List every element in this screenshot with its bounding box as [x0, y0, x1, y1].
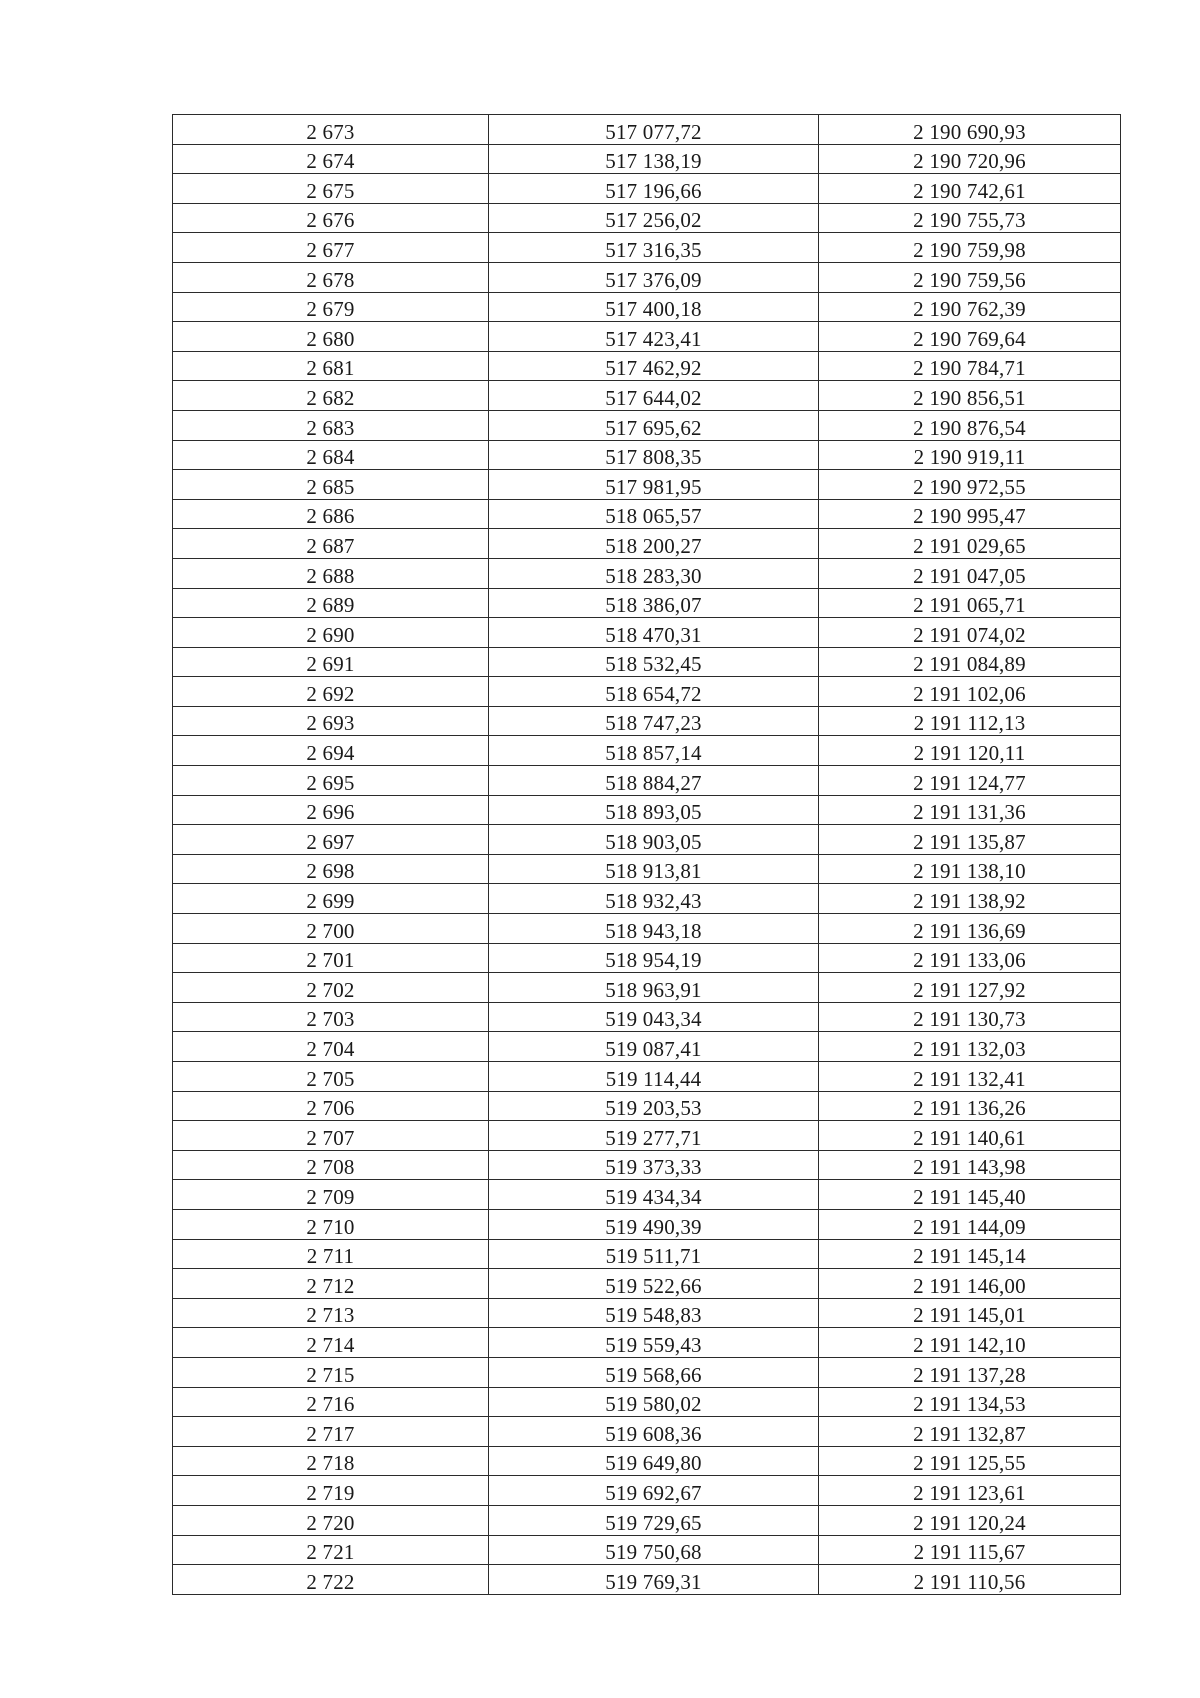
x-coordinate-cell: 519 043,34	[489, 1002, 819, 1032]
y-coordinate-cell: 2 191 144,09	[819, 1209, 1121, 1239]
y-coordinate-cell: 2 191 132,87	[819, 1417, 1121, 1447]
x-coordinate-cell: 517 077,72	[489, 115, 819, 145]
y-coordinate-cell: 2 190 690,93	[819, 115, 1121, 145]
coordinates-table	[172, 114, 1121, 1595]
point-number-cell: 2 715	[173, 1357, 489, 1387]
y-coordinate-cell: 2 191 143,98	[819, 1150, 1121, 1180]
x-coordinate-cell: 519 580,02	[489, 1387, 819, 1417]
table-row	[173, 203, 1121, 233]
x-coordinate-cell: 518 954,19	[489, 943, 819, 973]
table-row	[173, 1446, 1121, 1476]
point-number-cell: 2 719	[173, 1476, 489, 1506]
y-coordinate-cell: 2 191 131,36	[819, 795, 1121, 825]
x-coordinate-cell: 518 893,05	[489, 795, 819, 825]
x-coordinate-cell: 519 568,66	[489, 1357, 819, 1387]
x-coordinate-cell: 519 522,66	[489, 1269, 819, 1299]
table-row	[173, 499, 1121, 529]
point-number-cell: 2 675	[173, 174, 489, 204]
point-number-cell: 2 693	[173, 706, 489, 736]
table-row	[173, 558, 1121, 588]
y-coordinate-cell: 2 191 084,89	[819, 647, 1121, 677]
y-coordinate-cell: 2 191 065,71	[819, 588, 1121, 618]
y-coordinate-cell: 2 190 762,39	[819, 292, 1121, 322]
y-coordinate-cell: 2 191 047,05	[819, 558, 1121, 588]
x-coordinate-cell: 519 559,43	[489, 1328, 819, 1358]
y-coordinate-cell: 2 191 138,10	[819, 854, 1121, 884]
table-row	[173, 854, 1121, 884]
point-number-cell: 2 703	[173, 1002, 489, 1032]
table-row	[173, 677, 1121, 707]
y-coordinate-cell: 2 191 102,06	[819, 677, 1121, 707]
table-row	[173, 440, 1121, 470]
table-row	[173, 1269, 1121, 1299]
y-coordinate-cell: 2 191 112,13	[819, 706, 1121, 736]
table-row	[173, 795, 1121, 825]
table-row	[173, 1180, 1121, 1210]
table-row	[173, 1565, 1121, 1595]
point-number-cell: 2 702	[173, 973, 489, 1003]
x-coordinate-cell: 517 316,35	[489, 233, 819, 263]
point-number-cell: 2 722	[173, 1565, 489, 1595]
x-coordinate-cell: 518 470,31	[489, 618, 819, 648]
table-row	[173, 1121, 1121, 1151]
table-row	[173, 410, 1121, 440]
y-coordinate-cell: 2 190 742,61	[819, 174, 1121, 204]
point-number-cell: 2 712	[173, 1269, 489, 1299]
y-coordinate-cell: 2 190 759,56	[819, 262, 1121, 292]
point-number-cell: 2 714	[173, 1328, 489, 1358]
table-row	[173, 825, 1121, 855]
x-coordinate-cell: 519 203,53	[489, 1091, 819, 1121]
y-coordinate-cell: 2 191 130,73	[819, 1002, 1121, 1032]
table-row	[173, 914, 1121, 944]
x-coordinate-cell: 518 857,14	[489, 736, 819, 766]
table-row	[173, 736, 1121, 766]
y-coordinate-cell: 2 191 134,53	[819, 1387, 1121, 1417]
x-coordinate-cell: 517 644,02	[489, 381, 819, 411]
table-row	[173, 1032, 1121, 1062]
x-coordinate-cell: 518 283,30	[489, 558, 819, 588]
point-number-cell: 2 681	[173, 351, 489, 381]
point-number-cell: 2 678	[173, 262, 489, 292]
y-coordinate-cell: 2 191 127,92	[819, 973, 1121, 1003]
x-coordinate-cell: 517 423,41	[489, 322, 819, 352]
point-number-cell: 2 700	[173, 914, 489, 944]
table-row	[173, 766, 1121, 796]
point-number-cell: 2 691	[173, 647, 489, 677]
y-coordinate-cell: 2 191 125,55	[819, 1446, 1121, 1476]
point-number-cell: 2 705	[173, 1062, 489, 1092]
point-number-cell: 2 677	[173, 233, 489, 263]
y-coordinate-cell: 2 191 120,11	[819, 736, 1121, 766]
table-row	[173, 470, 1121, 500]
point-number-cell: 2 689	[173, 588, 489, 618]
x-coordinate-cell: 517 808,35	[489, 440, 819, 470]
table-row	[173, 144, 1121, 174]
table-row	[173, 588, 1121, 618]
x-coordinate-cell: 519 548,83	[489, 1298, 819, 1328]
table-row	[173, 262, 1121, 292]
y-coordinate-cell: 2 191 146,00	[819, 1269, 1121, 1299]
x-coordinate-cell: 518 065,57	[489, 499, 819, 529]
point-number-cell: 2 711	[173, 1239, 489, 1269]
point-number-cell: 2 718	[173, 1446, 489, 1476]
y-coordinate-cell: 2 191 137,28	[819, 1357, 1121, 1387]
table-row	[173, 1387, 1121, 1417]
x-coordinate-cell: 519 750,68	[489, 1535, 819, 1565]
y-coordinate-cell: 2 191 133,06	[819, 943, 1121, 973]
table-row	[173, 1239, 1121, 1269]
x-coordinate-cell: 518 943,18	[489, 914, 819, 944]
x-coordinate-cell: 518 913,81	[489, 854, 819, 884]
table-row	[173, 973, 1121, 1003]
point-number-cell: 2 717	[173, 1417, 489, 1447]
point-number-cell: 2 683	[173, 410, 489, 440]
point-number-cell: 2 707	[173, 1121, 489, 1151]
table-row	[173, 174, 1121, 204]
point-number-cell: 2 710	[173, 1209, 489, 1239]
x-coordinate-cell: 518 200,27	[489, 529, 819, 559]
y-coordinate-cell: 2 191 074,02	[819, 618, 1121, 648]
point-number-cell: 2 697	[173, 825, 489, 855]
point-number-cell: 2 684	[173, 440, 489, 470]
y-coordinate-cell: 2 191 115,67	[819, 1535, 1121, 1565]
y-coordinate-cell: 2 191 138,92	[819, 884, 1121, 914]
y-coordinate-cell: 2 191 142,10	[819, 1328, 1121, 1358]
y-coordinate-cell: 2 191 029,65	[819, 529, 1121, 559]
x-coordinate-cell: 518 532,45	[489, 647, 819, 677]
y-coordinate-cell: 2 191 136,69	[819, 914, 1121, 944]
point-number-cell: 2 721	[173, 1535, 489, 1565]
y-coordinate-cell: 2 190 856,51	[819, 381, 1121, 411]
point-number-cell: 2 695	[173, 766, 489, 796]
table-row	[173, 618, 1121, 648]
x-coordinate-cell: 517 695,62	[489, 410, 819, 440]
point-number-cell: 2 679	[173, 292, 489, 322]
y-coordinate-cell: 2 191 145,40	[819, 1180, 1121, 1210]
x-coordinate-cell: 518 903,05	[489, 825, 819, 855]
x-coordinate-cell: 517 256,02	[489, 203, 819, 233]
y-coordinate-cell: 2 191 132,03	[819, 1032, 1121, 1062]
x-coordinate-cell: 519 087,41	[489, 1032, 819, 1062]
y-coordinate-cell: 2 190 876,54	[819, 410, 1121, 440]
x-coordinate-cell: 518 884,27	[489, 766, 819, 796]
table-row	[173, 1150, 1121, 1180]
table-row	[173, 943, 1121, 973]
point-number-cell: 2 674	[173, 144, 489, 174]
table-row	[173, 1505, 1121, 1535]
table-row	[173, 115, 1121, 145]
x-coordinate-cell: 517 138,19	[489, 144, 819, 174]
point-number-cell: 2 673	[173, 115, 489, 145]
table-row	[173, 884, 1121, 914]
table-row	[173, 647, 1121, 677]
point-number-cell: 2 688	[173, 558, 489, 588]
x-coordinate-cell: 519 434,34	[489, 1180, 819, 1210]
y-coordinate-cell: 2 190 759,98	[819, 233, 1121, 263]
x-coordinate-cell: 518 932,43	[489, 884, 819, 914]
point-number-cell: 2 706	[173, 1091, 489, 1121]
table-row	[173, 1062, 1121, 1092]
point-number-cell: 2 686	[173, 499, 489, 529]
table-row	[173, 1328, 1121, 1358]
point-number-cell: 2 682	[173, 381, 489, 411]
x-coordinate-cell: 519 277,71	[489, 1121, 819, 1151]
x-coordinate-cell: 519 114,44	[489, 1062, 819, 1092]
y-coordinate-cell: 2 191 124,77	[819, 766, 1121, 796]
point-number-cell: 2 687	[173, 529, 489, 559]
point-number-cell: 2 720	[173, 1505, 489, 1535]
x-coordinate-cell: 519 608,36	[489, 1417, 819, 1447]
table-row	[173, 1209, 1121, 1239]
y-coordinate-cell: 2 190 755,73	[819, 203, 1121, 233]
y-coordinate-cell: 2 191 145,01	[819, 1298, 1121, 1328]
y-coordinate-cell: 2 191 135,87	[819, 825, 1121, 855]
x-coordinate-cell: 519 769,31	[489, 1565, 819, 1595]
table-row	[173, 1535, 1121, 1565]
y-coordinate-cell: 2 190 972,55	[819, 470, 1121, 500]
y-coordinate-cell: 2 191 120,24	[819, 1505, 1121, 1535]
table-row	[173, 1357, 1121, 1387]
y-coordinate-cell: 2 190 769,64	[819, 322, 1121, 352]
coordinates-table-body	[173, 115, 1121, 1595]
table-row	[173, 1298, 1121, 1328]
x-coordinate-cell: 518 386,07	[489, 588, 819, 618]
table-row	[173, 1002, 1121, 1032]
table-row	[173, 233, 1121, 263]
table-row	[173, 1417, 1121, 1447]
y-coordinate-cell: 2 190 784,71	[819, 351, 1121, 381]
point-number-cell: 2 709	[173, 1180, 489, 1210]
table-row	[173, 351, 1121, 381]
y-coordinate-cell: 2 190 720,96	[819, 144, 1121, 174]
table-row	[173, 706, 1121, 736]
table-row	[173, 1091, 1121, 1121]
point-number-cell: 2 698	[173, 854, 489, 884]
point-number-cell: 2 699	[173, 884, 489, 914]
table-row	[173, 381, 1121, 411]
x-coordinate-cell: 519 373,33	[489, 1150, 819, 1180]
x-coordinate-cell: 518 654,72	[489, 677, 819, 707]
x-coordinate-cell: 518 747,23	[489, 706, 819, 736]
point-number-cell: 2 708	[173, 1150, 489, 1180]
point-number-cell: 2 685	[173, 470, 489, 500]
table-row	[173, 1476, 1121, 1506]
point-number-cell: 2 694	[173, 736, 489, 766]
point-number-cell: 2 701	[173, 943, 489, 973]
x-coordinate-cell: 519 729,65	[489, 1505, 819, 1535]
point-number-cell: 2 680	[173, 322, 489, 352]
x-coordinate-cell: 518 963,91	[489, 973, 819, 1003]
x-coordinate-cell: 517 196,66	[489, 174, 819, 204]
x-coordinate-cell: 519 692,67	[489, 1476, 819, 1506]
y-coordinate-cell: 2 191 132,41	[819, 1062, 1121, 1092]
y-coordinate-cell: 2 190 919,11	[819, 440, 1121, 470]
x-coordinate-cell: 519 649,80	[489, 1446, 819, 1476]
point-number-cell: 2 676	[173, 203, 489, 233]
point-number-cell: 2 716	[173, 1387, 489, 1417]
y-coordinate-cell: 2 190 995,47	[819, 499, 1121, 529]
table-row	[173, 292, 1121, 322]
y-coordinate-cell: 2 191 123,61	[819, 1476, 1121, 1506]
x-coordinate-cell: 519 490,39	[489, 1209, 819, 1239]
x-coordinate-cell: 519 511,71	[489, 1239, 819, 1269]
y-coordinate-cell: 2 191 136,26	[819, 1091, 1121, 1121]
y-coordinate-cell: 2 191 110,56	[819, 1565, 1121, 1595]
x-coordinate-cell: 517 376,09	[489, 262, 819, 292]
x-coordinate-cell: 517 462,92	[489, 351, 819, 381]
point-number-cell: 2 696	[173, 795, 489, 825]
y-coordinate-cell: 2 191 145,14	[819, 1239, 1121, 1269]
x-coordinate-cell: 517 981,95	[489, 470, 819, 500]
point-number-cell: 2 692	[173, 677, 489, 707]
table-row	[173, 322, 1121, 352]
table-row	[173, 529, 1121, 559]
point-number-cell: 2 690	[173, 618, 489, 648]
point-number-cell: 2 713	[173, 1298, 489, 1328]
x-coordinate-cell: 517 400,18	[489, 292, 819, 322]
y-coordinate-cell: 2 191 140,61	[819, 1121, 1121, 1151]
point-number-cell: 2 704	[173, 1032, 489, 1062]
